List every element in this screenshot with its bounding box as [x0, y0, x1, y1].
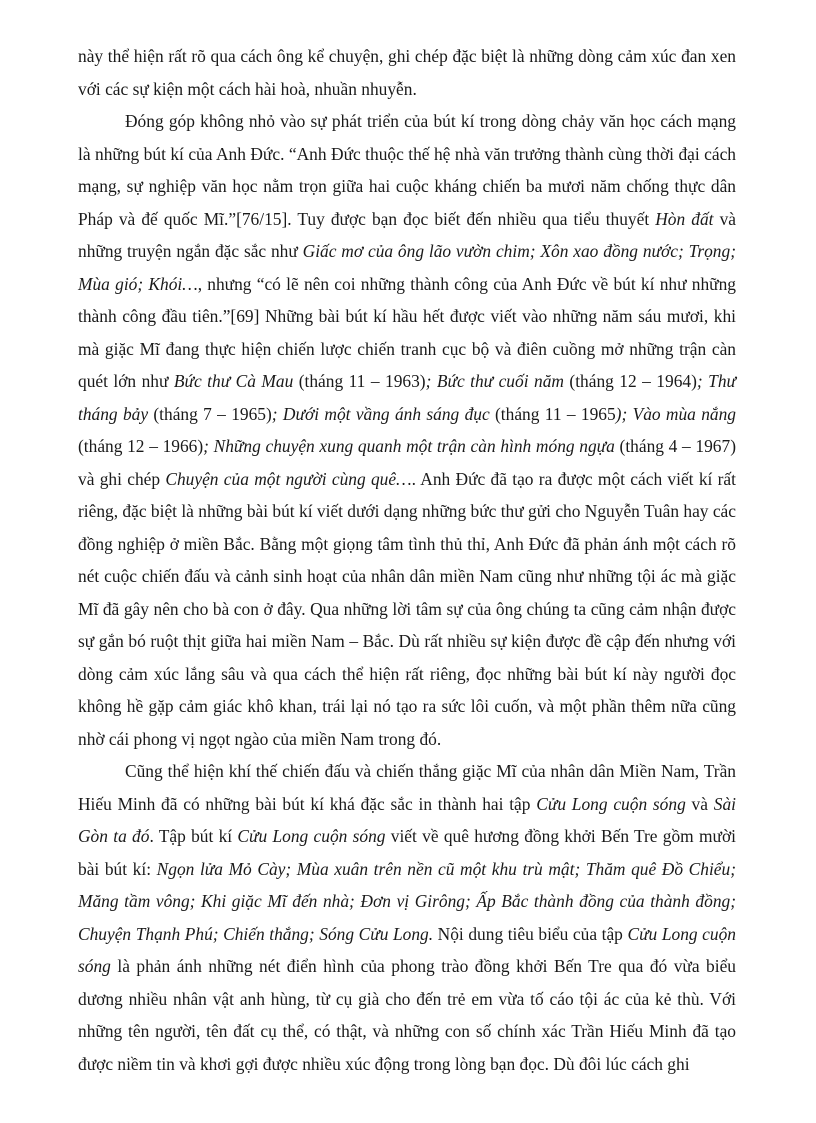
paragraph-1 — [78, 40, 736, 105]
body-text: Đóng góp không nhỏ vào sự phát triển của bút kí trong dòng chảy văn học cách mạng là những bút kí của Anh Đức. “Anh Đức thuộc thế hệ nhà văn trưởng thành cùng thời đại cách mạng, sự nghiệp văn học nằm trọn giữa hai cuộc kháng chiến ba mươi năm chống thực dân Pháp và đế quốc Mĩ.”[76/15]. Tuy được bạn đọc biết đến nhiều qua tiểu thuyết — [78, 111, 736, 229]
body-text: . Tập bút kí — [149, 826, 238, 846]
italic-title-text: Bức thư Cà Mau — [173, 371, 294, 391]
body-text: (tháng 4 – 1967) và ghi chép — [78, 436, 736, 489]
italic-title-text: Cửu Long cuộn sóng — [237, 826, 386, 846]
italic-title-text: Cửu Long cuộn sóng — [78, 923, 736, 976]
italic-title-text: ; Bức thư cuối năm — [425, 371, 564, 391]
body-text: (tháng 11 – 1965 — [489, 403, 616, 424]
body-text: (tháng 12 – 1966) — [78, 436, 204, 456]
document-page — [78, 40, 736, 1080]
body-text: và những truyện ngắn đặc sắc như — [78, 208, 736, 261]
body-text: (tháng 7 – 1965) — [148, 403, 272, 424]
italic-title-text: Chuyện của một người cùng quê… — [165, 468, 412, 489]
italic-title-text: ); Vào mùa nắng — [615, 403, 736, 424]
italic-title-text: ; Thư tháng bảy — [78, 371, 736, 424]
italic-title-text: Cửu Long cuộn sóng — [536, 793, 686, 814]
italic-title-text: Ngọn lửa Mỏ Cày; Mùa xuân trên nền cũ một khu trù mật; Thăm quê Đồ Chiểu; Măng tầm vông; Khi giặc Mĩ đến nhà; Đơn vị Girông; Ấp Bắc thành đồng của thành đồng; Chuyện Thạnh Phú; Chiến thắng; Sóng Cửu Long. — [78, 858, 736, 944]
body-text: và — [685, 793, 714, 814]
italic-title-text: ; Dưới một vầng ánh sáng đục — [271, 403, 490, 424]
italic-title-text: Sài Gòn ta đó — [78, 793, 736, 846]
body-text: (tháng 11 – 1963) — [293, 371, 426, 391]
body-text: là phản ánh những nét điển hình của phong trào đồng khởi Bến Tre qua đó vừa biểu dương nhiều nhân vật anh hùng, từ cụ già cho đến trẻ em vừa tố cáo tội ác của kẻ thù. Với những tên người, tên đất cụ thể, có thật, và những con số chính xác Trần Hiếu Minh đã tạo được niềm tin và khơi gợi được nhiều xúc động trong lòng bạn đọc. Dù đôi lúc cách ghi — [78, 956, 736, 1074]
italic-title-text: Giấc mơ của ông lão vườn chim; Xôn xao đồng nước; Trọng; Mùa gió; Khói… — [78, 241, 736, 294]
body-text: Cũng thể hiện khí thế chiến đấu và chiến thắng giặc Mĩ của nhân dân Miền Nam, Trần Hiếu Minh đã có những bài bút kí khá đặc sắc in thành hai tập — [78, 761, 736, 814]
body-text: (tháng 12 – 1964) — [563, 371, 697, 391]
body-text: . Anh Đức đã tạo ra được một cách viết kí rất riêng, đặc biệt là những bài bút kí viết dưới dạng những bức thư gửi cho Nguyễn Tuân hay các đồng nghiệp ở miền Bắc. Bằng một giọng tâm tình thủ thỉ, Anh Đức đã phản ánh một cách rõ nét cuộc chiến đấu và cảnh sinh hoạt của nhân dân miền Nam cũng như những tội ác mà giặc Mĩ đã gây nên cho bà con ở đây. Qua những lời tâm sự của ông chúng ta cũng cảm nhận được sự gắn bó ruột thịt giữa hai miền Nam – Bắc. Dù rất nhiều sự kiện được đề cập đến nhưng với dòng cảm xúc lắng sâu và qua cách thể hiện rất riêng, đọc những bài bút kí này người đọc không hề gặp cảm giác khô khan, trái lại nó tạo ra sức lôi cuốn, và một phần thêm nữa cũng nhờ cái phong vị ngọt ngào của miền Nam trong đó. — [78, 468, 736, 749]
body-text: viết về quê hương đồng khởi Bến Tre gồm mười bài bút kí: — [78, 826, 736, 879]
paragraph-2 — [78, 105, 736, 755]
paragraph-3 — [78, 755, 736, 1080]
body-text: này thể hiện rất rõ qua cách ông kể chuyện, ghi chép đặc biệt là những dòng cảm xúc đan xen với các sự kiện một cách hài hoà, nhuần nhuyễn. — [78, 46, 736, 99]
body-text: , nhưng “có lẽ nên coi những thành công của Anh Đức về bút kí như những thành công đầu tiên.”[69] Những bài bút kí hầu hết được viết vào những năm sáu mươi, khi mà giặc Mĩ đang thực hiện chiến lược chiến tranh cục bộ và điên cuồng mở những trận càn quét lớn như — [78, 273, 736, 391]
italic-title-text: ; Những chuyện xung quanh một trận càn hình móng ngựa — [203, 436, 615, 456]
body-text: Nội dung tiêu biểu của tập — [433, 923, 628, 944]
italic-title-text: Hòn đất — [655, 208, 714, 229]
